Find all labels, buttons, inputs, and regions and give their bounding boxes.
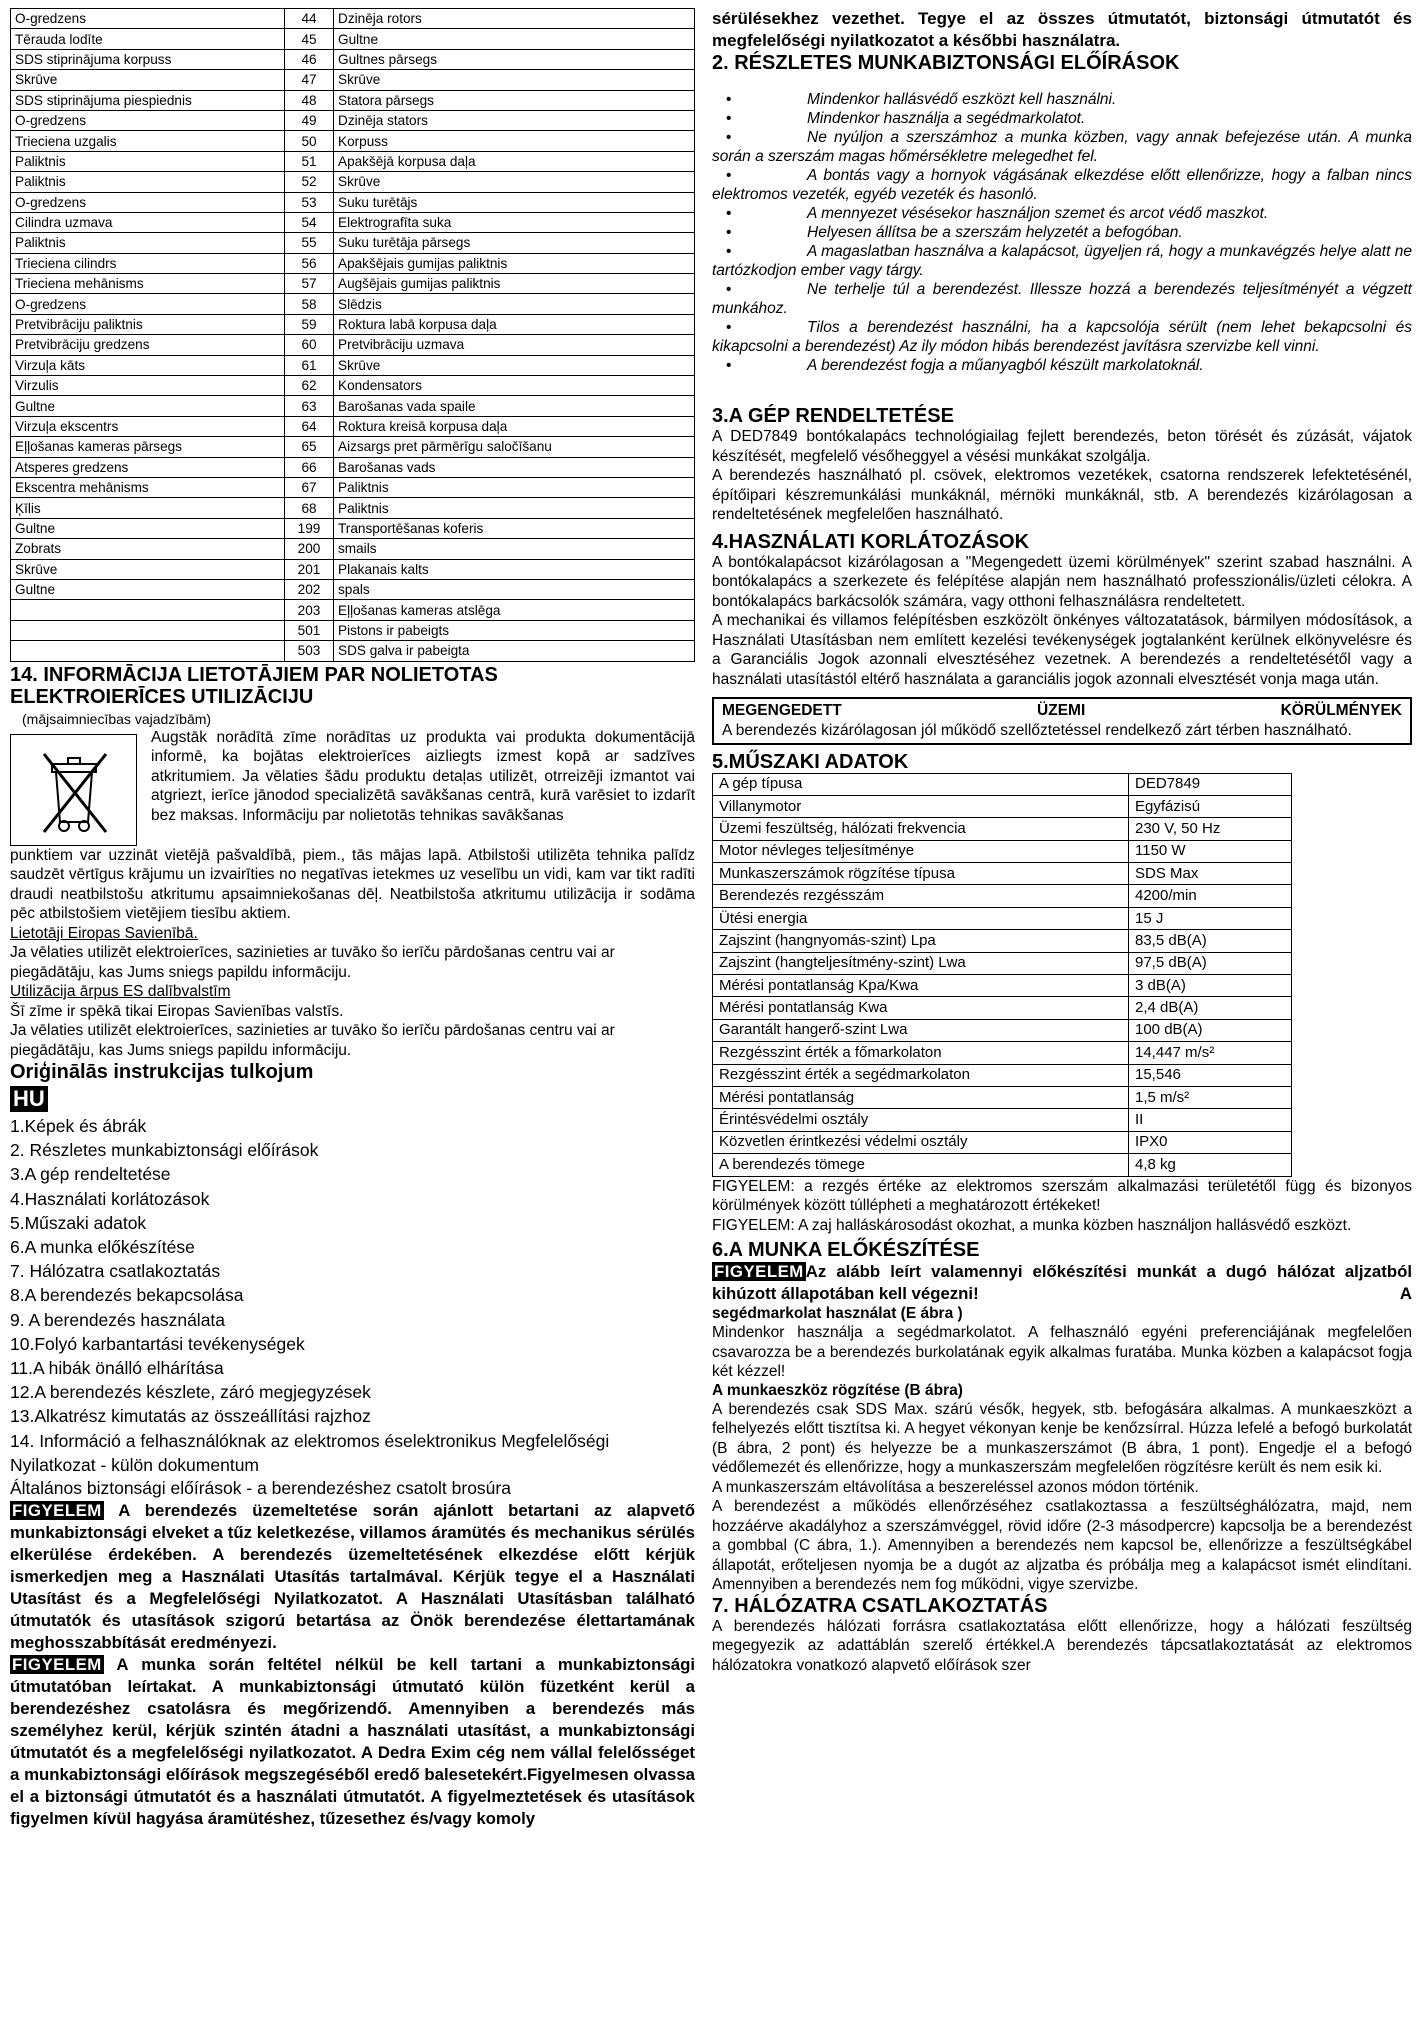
table-cell: 62 (285, 376, 334, 396)
table-cell: Skrūve (11, 559, 285, 579)
spec-value: II (1129, 1109, 1292, 1131)
table-row (11, 416, 695, 436)
toc-item: 13.Alkatrész kimutatás az összeállítási rajzhoz (10, 1406, 371, 1427)
table-cell: SDS stiprinājuma korpuss (11, 49, 285, 69)
table-cell: Skrūve (334, 355, 695, 375)
toc-item: 1.Képek és ábrák (10, 1116, 147, 1136)
table-row (713, 1019, 1292, 1041)
table-row (713, 1086, 1292, 1108)
table-cell: Paliktnis (11, 172, 285, 192)
table-row (713, 773, 1292, 795)
bullet-text: Mindenkor használja a segédmarkolatot. (807, 110, 1086, 127)
table-row (11, 559, 695, 579)
table-cell: Roktura kreisā korpusa daļa (334, 416, 695, 436)
bullet-icon: • (726, 129, 732, 146)
table-row (11, 151, 695, 171)
table-row (713, 795, 1292, 817)
section-7-text: A berendezés hálózati forrásra csatlakoztatása előtt ellenőrizze, hogy a hálózati feszültség megegyezik az adattáblán szerelő értékkel.A berendezés tápcsatlakoztatását az elektromos hálózatokra vonatkozó alapvető előírások szer (712, 1617, 1412, 1674)
table-cell: Transportēšanas koferis (334, 518, 695, 538)
section-6-tool-heading: A munkaeszköz rögzítése (B ábra) (712, 1381, 963, 1399)
table-cell: O-gredzens (11, 9, 285, 29)
left-column (10, 8, 695, 1830)
table-cell: 200 (285, 539, 334, 559)
table-cell: Zobrats (11, 539, 285, 559)
table-row (11, 172, 695, 192)
bullet-text: A mennyezet vésésekor használjon szemet és arcot védő maszkot. (807, 205, 1269, 222)
bullet-icon: • (726, 167, 732, 184)
table-cell: Eļļošanas kameras atslēga (334, 600, 695, 620)
table-cell: O-gredzens (11, 294, 285, 314)
figyelem-noise: FIGYELEM: A zaj halláskárosodást okozhat, a munka közben használjon hallásvédő eszközt. (712, 1216, 1352, 1234)
list-item (712, 204, 1412, 223)
bullet-text: Ne nyúljon a szerszámhoz a munka közben, vagy annak befejezése után. A munka során a szerszám magas hőmérsékletre melegedhet fel. (712, 129, 1412, 165)
spec-value: 1,5 m/s² (1129, 1086, 1292, 1108)
toc-item: 5.Műszaki adatok (10, 1212, 147, 1233)
section-6-tool-text-1: A berendezés csak SDS Max. szárú vésők, hegyek, stb. befogására alkalmas. A munkaeszközt a felhelyezés előtt tisztítsa ki. A hegyet vékonyan kenje be kenőzsírral. Húzza lefelé a befogó burkolatát (B ábra, 2 pont) és helyezze be a munkaszerszámot (B ábra, 1 pont). Engedje el a befogó védőlemezét és ellenőrizze, hogy a munkaszerszám megfelelően rögzítésre került és nem esik ki. (712, 1400, 1412, 1477)
table-row (11, 110, 695, 130)
table-row (713, 975, 1292, 997)
table-cell: Kondensators (334, 376, 695, 396)
table-cell: 60 (285, 335, 334, 355)
spec-key: Zajszint (hangnyomás-szint) Lpa (713, 930, 1129, 952)
operating-conditions-title: MEGENGEDETT ÜZEMI KÖRÜLMÉNYEK (722, 702, 1402, 719)
table-cell (11, 620, 285, 640)
bullet-icon: • (726, 224, 732, 241)
operating-conditions-box (712, 697, 1412, 745)
bullet-text: Helyesen állítsa be a szerszám helyzetét a befogóban. (807, 224, 1183, 241)
table-cell: Paliktnis (334, 477, 695, 497)
table-row (11, 620, 695, 640)
table-cell: Roktura labā korpusa daļa (334, 314, 695, 334)
table-cell: Pretvibrāciju gredzens (11, 335, 285, 355)
spec-key: Zajszint (hangteljesítmény-szint) Lwa (713, 952, 1129, 974)
spec-key: Mérési pontatlanság Kwa (713, 997, 1129, 1019)
table-cell: 67 (285, 477, 334, 497)
spec-value: IPX0 (1129, 1131, 1292, 1153)
spec-value: 2,4 dB(A) (1129, 997, 1292, 1019)
toc-item: 4.Használati korlátozások (10, 1188, 210, 1209)
spec-key: Közvetlen érintkezési védelmi osztály (713, 1131, 1129, 1153)
bullet-icon: • (726, 243, 732, 260)
bullet-icon: • (726, 357, 732, 374)
table-cell: Trieciena cilindrs (11, 253, 285, 273)
spec-value: 100 dB(A) (1129, 1019, 1292, 1041)
section-6-aux-text: Mindenkor használja a segédmarkolatot. A felhasználó egyéni preferenciájának megfelelően csavarozza be a berendezés burkolatának egyik alkalmas furatába. Munka közben a kalapácsot fogja két kézzel! (712, 1324, 1412, 1381)
table-cell: 48 (285, 90, 334, 110)
spec-key: Ütési energia (713, 907, 1129, 929)
toc-item: 2. Részletes munkabiztonsági előírások (10, 1140, 319, 1161)
table-row (11, 498, 695, 518)
noneu-text-2: Ja vēlaties utilizēt elektroierīces, sazinieties ar tuvāko šo ierīču pārdošanas centru vai ar piegādātāju, kas Jums sniegs papildu informāciju. (10, 1022, 615, 1059)
section-3-text-2: A berendezés használható pl. csövek, elektromos vezetékek, csatorna rendszerek lefektetésénél, építőipari készremunkálási munkáknál, mérnöki munkáknál, stb. A berendezés kizárólagosan a rendeltetésének megfelelően használható. (712, 467, 1412, 523)
table-cell: Apakšējais gumijas paliktnis (334, 253, 695, 273)
spec-value: 4,8 kg (1129, 1154, 1292, 1176)
spec-value: DED7849 (1129, 773, 1292, 795)
section-6-aux-heading: segédmarkolat használat (E ábra ) (712, 1305, 963, 1323)
section-4-title: 4.HASZNÁLATI KORLÁTOZÁSOK (712, 530, 1030, 553)
section-2-title: 2. RÉSZLETES MUNKABIZTONSÁGI ELŐÍRÁSOK (712, 52, 1180, 74)
table-cell: Ekscentra mehānisms (11, 477, 285, 497)
table-cell: smails (334, 539, 695, 559)
table-cell: Dzinēja rotors (334, 9, 695, 29)
spec-value: 15 J (1129, 907, 1292, 929)
spec-key: Mérési pontatlanság (713, 1086, 1129, 1108)
table-cell: Virzuļa ekscentrs (11, 416, 285, 436)
list-item (712, 318, 1412, 356)
table-cell: Gultne (11, 518, 285, 538)
table-row (11, 376, 695, 396)
table-cell: Paliktnis (11, 233, 285, 253)
table-cell: 49 (285, 110, 334, 130)
hu-language-badge: HU (10, 1086, 48, 1112)
general-safety: Általános biztonsági előírások - a berendezéshez csatolt brosúra (10, 1478, 511, 1499)
table-cell: Atsperes gredzens (11, 457, 285, 477)
table-cell: Trieciena mehānisms (11, 274, 285, 294)
table-cell: Korpuss (334, 131, 695, 151)
table-row (11, 233, 695, 253)
table-cell: 202 (285, 579, 334, 599)
table-row (11, 477, 695, 497)
bullet-icon: • (726, 319, 732, 336)
spec-value: SDS Max (1129, 863, 1292, 885)
spec-value: 15,546 (1129, 1064, 1292, 1086)
table-cell: 64 (285, 416, 334, 436)
table-row (11, 355, 695, 375)
table-cell: 53 (285, 192, 334, 212)
table-cell: Dzinēja stators (334, 110, 695, 130)
noneu-text-1: Šī zīme ir spēkā tikai Eiropas Savienības valstīs. (10, 1002, 344, 1020)
table-cell: 54 (285, 212, 334, 232)
section-5-title: 5.MŰSZAKI ADATOK (712, 750, 909, 773)
table-cell: Skrūve (334, 70, 695, 90)
table-cell: 58 (285, 294, 334, 314)
section-6-warning: FIGYELEM Az alább leírt valamennyi előkészítési munkát a dugó hálózat aljzatból kihúzott állapotában kell végezni! A (712, 1262, 1412, 1304)
table-cell: SDS galva ir pabeigta (334, 641, 695, 661)
spec-key: A gép típusa (713, 773, 1129, 795)
table-row (11, 29, 695, 49)
table-row (11, 396, 695, 416)
table-row (713, 952, 1292, 974)
list-item (712, 109, 1412, 128)
table-row (11, 518, 695, 538)
eu-text: Ja vēlaties utilizēt elektroierīces, sazinieties ar tuvāko šo ierīču pārdošanas centru vai ar piegādātāju, kas Jums sniegs papildu informāciju. (10, 944, 615, 981)
table-row (713, 840, 1292, 862)
figyelem-vibration: FIGYELEM: a rezgés értéke az elektromos szerszám alkalmazási területétől függ és bizonyos körülmények között túllépheti a meghatározott értékeket! (712, 1177, 1412, 1215)
table-cell: Eļļošanas kameras pārsegs (11, 437, 285, 457)
table-row (713, 818, 1292, 840)
table-row (11, 131, 695, 151)
toc-item: 3.A gép rendeltetése (10, 1164, 171, 1185)
section-6-title: 6.A MUNKA ELŐKÉSZÍTÉSE (712, 1239, 980, 1262)
table-cell: O-gredzens (11, 192, 285, 212)
table-cell: Aizsargs pret pārmērīgu saločīšanu (334, 437, 695, 457)
table-cell: 501 (285, 620, 334, 640)
spec-key: Rezgésszint érték a főmarkolaton (713, 1042, 1129, 1064)
table-cell: Gultne (11, 579, 285, 599)
table-cell: 52 (285, 172, 334, 192)
toc-item: 11.A hibák önálló elhárítása (10, 1358, 224, 1379)
table-cell: 46 (285, 49, 334, 69)
bullet-icon: • (726, 91, 732, 108)
spec-value: 3 dB(A) (1129, 975, 1292, 997)
table-cell: 201 (285, 559, 334, 579)
table-row (11, 539, 695, 559)
toc-item: 6.A munka előkészítése (10, 1237, 195, 1258)
spec-table (712, 773, 1292, 1177)
warning-flag: FIGYELEM (12, 1655, 102, 1675)
bullet-icon: • (726, 110, 732, 127)
toc-item: 10.Folyó karbantartási tevékenységek (10, 1333, 305, 1354)
table-cell: 55 (285, 233, 334, 253)
table-cell: Ķīlis (11, 498, 285, 518)
warning-paragraph-1: FIGYELEM A berendezés üzemeltetése során ajánlott betartani az alapvető munkabiztonsági elveket a tűz keletkezése, villamos áramütés és mechanikus sérülés elkerülése érdekében. A berendezés üzemeltetésének elkezdése előtt kérjük ismerkedjen meg a Használati Utasítás tartalmával. Kérjük tegye el a Használati Utasítást és a Megfelelőségi Nyilatkozatot. A Használati Utasításban található útmutatók és utasítások szigorú betartása az Önök berendezése élettartamának meghosszabbítását eredményezi. (10, 1501, 695, 1653)
warning-paragraph-2: FIGYELEM A munka során feltétel nélkül be kell tartani a munkabiztonsági útmutatóban leírtakat. A munkabiztonsági útmutató külön füzetként kerül a berendezéshez csatolásra és megőrizendő. Amennyiben a berendezés más személyhez kerül, kérjük szintén átadni a használati utasítást, a munkabiztonsági útmutatót és a megfelelőségi nyilatkozatot. A Dedra Exim cég nem vállal felelősséget a munkabiztonsági előírások megszegéséből eredő balesetekért.Figyelmesen olvassa el a biztonsági útmutatót és a használati útmutatót. A figyelmeztetések és utasítások figyelmen kívül hagyása áramütéshez, tűzesethez és/vagy komoly (10, 1655, 695, 1829)
table-cell: Paliktnis (334, 498, 695, 518)
table-row (11, 579, 695, 599)
toc-item: 7. Hálózatra csatlakoztatás (10, 1261, 221, 1282)
table-cell: Gultne (11, 396, 285, 416)
table-cell: 56 (285, 253, 334, 273)
spec-value: 14,447 m/s² (1129, 1042, 1292, 1064)
spec-key: Üzemi feszültség, hálózati frekvencia (713, 818, 1129, 840)
bullet-text: A bontás vagy a hornyok vágásának elkezdése előtt ellenőrizze, hogy a falban nincs elektromos vezeték, egyéb vezeték és hasonló. (712, 167, 1412, 203)
table-cell: 65 (285, 437, 334, 457)
list-item (712, 128, 1412, 166)
table-row (11, 314, 695, 334)
translation-heading: Oriģinālās instrukcijas tulkojum (10, 1061, 314, 1083)
bullet-text: A magaslatban használva a kalapácsot, ügyeljen rá, hogy a munkavégzés helye alatt ne tartózkodjon ember vagy tárgy. (712, 243, 1412, 279)
table-cell: 47 (285, 70, 334, 90)
warning-flag: FIGYELEM (12, 1501, 102, 1521)
section-3-title: 3.A GÉP RENDELTETÉSE (712, 405, 954, 427)
list-item (712, 90, 1412, 109)
table-cell: 66 (285, 457, 334, 477)
toc-item: 8.A berendezés bekapcsolása (10, 1285, 244, 1306)
toc-item: 9. A berendezés használata (10, 1309, 226, 1330)
list-item (712, 223, 1412, 242)
spec-value: 83,5 dB(A) (1129, 930, 1292, 952)
table-cell: Trieciena uzgalis (11, 131, 285, 151)
parts-table (10, 8, 695, 662)
table-cell: Pretvibrāciju paliktnis (11, 314, 285, 334)
table-cell: 57 (285, 274, 334, 294)
table-cell: 503 (285, 641, 334, 661)
spec-value: 230 V, 50 Hz (1129, 818, 1292, 840)
table-cell: 63 (285, 396, 334, 416)
table-cell: Elektrografīta suka (334, 212, 695, 232)
table-of-contents (10, 1114, 695, 1477)
bullet-text: Tilos a berendezést használni, ha a kapcsolója sérült (nem lehet bekapcsolni és kikapcsolni a berendezést) Az ily módon hibás berendezést javításra szervizbe kell vinni. (712, 319, 1412, 355)
table-cell: 199 (285, 518, 334, 538)
table-row (713, 1109, 1292, 1131)
spec-value: 97,5 dB(A) (1129, 952, 1292, 974)
table-cell: 51 (285, 151, 334, 171)
bullet-text: A berendezést fogja a műanyagból készült markolatoknál. (807, 357, 1204, 374)
toc-item: 12.A berendezés készlete, záró megjegyzések (10, 1382, 371, 1403)
table-cell: Gultnes pārsegs (334, 49, 695, 69)
table-cell: Suku turētājs (334, 192, 695, 212)
table-cell (11, 641, 285, 661)
section-4-text-2: A mechanikai és villamos felépítésben eszközölt önkényes változatatások, bármilyen módosítások, a Használati Utasításban nem említett kezelési tevékenységek jogtalanként kerülnek elkönyvelésre és a Garanciális Jogok azonnali elvesztéséhez vezetnek. A berendezés a rendeltetésétől vagy a használati utasítástól eltérő használata a garanciális jogok azonnali elvesztését vonja maga után. (712, 612, 1412, 688)
table-row (713, 1131, 1292, 1153)
bullet-icon: • (726, 281, 732, 298)
table-cell: Virzuļa kāts (11, 355, 285, 375)
noneu-heading: Utilizācija ārpus ES dalībvalstīm (10, 983, 231, 1000)
weee-text: Augstāk norādītā zīme norādītas uz produkta vai produkta dokumentācijā informē, ka bojātas elektroierīces aizliegts izmest kopā ar sadzīves atkritumiem. Ja vēlaties šādu produktu detaļas utilizēt, otrreizēji izmantot vai atgriezt, ierīce jānodod specializētā savākšanas centrā, kurā varēsiet to izdarīt bez maksas. Informāciju par nolietotās tehnikas savākšanas (151, 728, 695, 824)
list-item (712, 166, 1412, 204)
table-cell: Statora pārsegs (334, 90, 695, 110)
right-top-text: sérülésekhez vezethet. Tegye el az összes útmutatót, biztonsági útmutatót és megfelelőségi nyilatkozatot a későbbi használatra. (712, 9, 1412, 50)
table-cell: Augšējais gumijas paliktnis (334, 274, 695, 294)
table-row (11, 49, 695, 69)
spec-key: Érintésvédelmi osztály (713, 1109, 1129, 1131)
section-3-text-1: A DED7849 bontókalapács technológiailag fejlett berendezés, beton törését és zúzását, vájatok készítését, megfelelő vésőheggyel a vésési munkákat szolgálja. (712, 428, 1412, 465)
table-cell: 44 (285, 9, 334, 29)
list-item (712, 356, 1412, 375)
table-cell: Tērauda lodīte (11, 29, 285, 49)
section-2-bullets (712, 90, 1412, 375)
spec-value: 4200/min (1129, 885, 1292, 907)
list-item (712, 242, 1412, 280)
table-cell: Virzulis (11, 376, 285, 396)
lv-subtitle: (mājsaimniecības vajadzībām) (22, 710, 212, 727)
table-row (11, 212, 695, 232)
table-cell: SDS stiprinājuma piespiednis (11, 90, 285, 110)
list-item (712, 280, 1412, 318)
table-cell: Suku turētāja pārsegs (334, 233, 695, 253)
table-cell: 59 (285, 314, 334, 334)
section-6-tool-text-2: A munkaszerszám eltávolítása a beszereléssel azonos módon történik. (712, 1478, 1199, 1496)
table-row (11, 437, 695, 457)
spec-key: Rezgésszint érték a segédmarkolaton (713, 1064, 1129, 1086)
table-cell: Barošanas vads (334, 457, 695, 477)
bullet-icon: • (726, 205, 732, 222)
table-row (11, 457, 695, 477)
table-cell: Slēdzis (334, 294, 695, 314)
table-cell: Pistons ir pabeigts (334, 620, 695, 640)
table-row (11, 70, 695, 90)
table-row (11, 600, 695, 620)
table-row (11, 253, 695, 273)
section-6-tool-text-3: A berendezést a működés ellenőrzéséhez csatlakoztassa a feszültséghálózatra, majd, nem hozzáérve akadályhoz a szerszámvéggel, rövid időre (2-3 másodpercre) kapcsolja be a berendezést a gombbal (C ábra, 1.). Amennyiben a berendezés nem kapcsol be, ellenőrizze a feszültségkábel állapotát, erőteljesen nyomja be a dugót az aljzatba és próbálja meg a kalapácsot ismét elindítani. Amennyiben a berendezés nem fog működni, vigye szervizbe. (712, 1498, 1412, 1594)
table-row (11, 90, 695, 110)
spec-key: Munkaszerszámok rögzítése típusa (713, 863, 1129, 885)
table-cell: Skrūve (11, 70, 285, 90)
table-cell: Plakanais kalts (334, 559, 695, 579)
table-cell: 203 (285, 600, 334, 620)
table-cell: Gultne (334, 29, 695, 49)
spec-value: 1150 W (1129, 840, 1292, 862)
table-cell: 61 (285, 355, 334, 375)
table-cell: Barošanas vada spaile (334, 396, 695, 416)
table-row (11, 192, 695, 212)
eu-heading: Lietotāji Eiropas Savienībā. (10, 924, 198, 942)
bullet-text: Mindenkor hallásvédő eszközt kell használni. (807, 91, 1117, 108)
section-7-title: 7. HÁLÓZATRA CSATLAKOZTATÁS (712, 1594, 1048, 1617)
table-row (713, 1042, 1292, 1064)
table-cell: O-gredzens (11, 110, 285, 130)
spec-key: Mérési pontatlanság Kpa/Kwa (713, 975, 1129, 997)
crossed-bin-icon (10, 734, 137, 846)
table-row (713, 885, 1292, 907)
table-row (11, 641, 695, 661)
table-cell: Skrūve (334, 172, 695, 192)
table-row (713, 863, 1292, 885)
toc-item: 14. Információ a felhasználóknak az elektromos éselektronikus Megfelelőségi Nyilatkozat - külön dokumentum (10, 1430, 610, 1475)
right-column (712, 8, 1412, 1675)
table-row (713, 930, 1292, 952)
table-cell: 50 (285, 131, 334, 151)
table-cell: Cilindra uzmava (11, 212, 285, 232)
table-row (11, 274, 695, 294)
bullet-text: Ne terhelje túl a berendezést. Illessze hozzá a berendezés teljesítményét a végzett munkához. (712, 281, 1412, 317)
lv-section (10, 664, 695, 1085)
table-row (713, 1154, 1292, 1176)
table-row (11, 9, 695, 29)
section-4-text-1: A bontókalapácsot kizárólagosan a "Megengedett üzemi körülmények" szerint szabad használni. A bontókalapács a szerkezete és felépítése alapján nem használható professzionális/üzleti célokra. A bontókalapács barkácsolók számára, vagy otthoni felhasználásra rendeltetett. (712, 553, 1412, 610)
table-row (713, 997, 1292, 1019)
spec-key: A berendezés tömege (713, 1154, 1129, 1176)
spec-key: Motor névleges teljesítménye (713, 840, 1129, 862)
table-cell: 45 (285, 29, 334, 49)
table-cell: spals (334, 579, 695, 599)
spec-key: Berendezés rezgésszám (713, 885, 1129, 907)
lv-section-title: 14. INFORMĀCIJA LIETOTĀJIEM PAR NOLIETOTAS ELEKTROIERĪCES UTILIZĀCIJU (10, 663, 498, 708)
table-row (11, 294, 695, 314)
spec-value: Egyfázisú (1129, 795, 1292, 817)
table-cell (11, 600, 285, 620)
table-cell: Apakšējā korpusa daļa (334, 151, 695, 171)
weee-text-cont: punktiem var uzzināt vietējā pašvaldībā, piem., tās mājas lapā. Atbilstoši utilizēta tehnika palīdz saudzēt vērtīgus krājumu un izvairīties no negatīvas ietekmes uz veselību un vidi, kam var tikt radīti draudi neatbilstošu atkritumu apsaimniekošanas dēļ. Neatbilstoša atkritumu utilizācija ir sodāma pēc atbilstošiem vietējiem tiesību aktiem. (10, 846, 695, 922)
table-cell: Pretvibrāciju uzmava (334, 335, 695, 355)
table-row (11, 335, 695, 355)
weee-block (10, 728, 695, 846)
spec-key: Garantált hangerő-szint Lwa (713, 1019, 1129, 1041)
table-row (713, 907, 1292, 929)
table-cell: Paliktnis (11, 151, 285, 171)
table-cell: 68 (285, 498, 334, 518)
table-row (713, 1064, 1292, 1086)
operating-conditions-text: A berendezés kizárólagosan jól működő szellőztetéssel rendelkező zárt térben használható. (722, 722, 1352, 739)
spec-key: Villanymotor (713, 795, 1129, 817)
